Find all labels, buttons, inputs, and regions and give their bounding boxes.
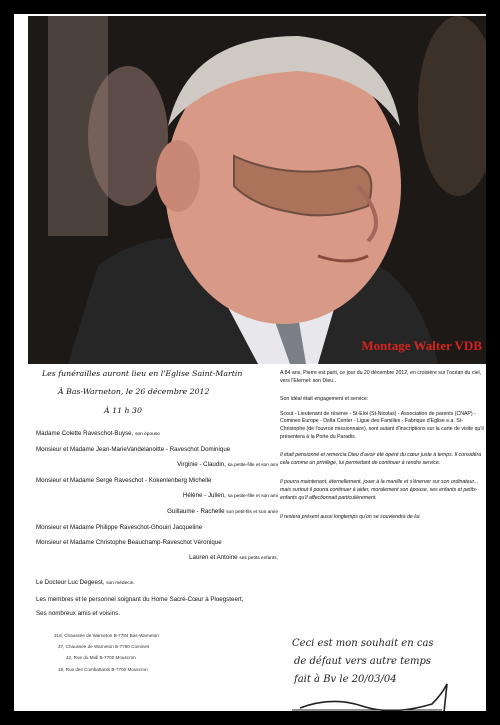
family-line: Monsieur et Madame Philippe Raveschot-Ghouiri Jacqueline xyxy=(36,524,203,531)
funeral-date: À Bas-Warneton, le 26 décembre 2012 xyxy=(58,387,210,396)
family-line: Monsieur et Madame Serge Raveschot - Kokenlenberg Michelle xyxy=(36,477,212,484)
left-column xyxy=(36,366,278,675)
tribute-paragraph: Son idéal était engagement et service: xyxy=(280,396,369,403)
signature-mark xyxy=(300,684,447,711)
family-line: Virginie - Claudin, sa petite-fille et son ami xyxy=(177,461,278,468)
address-line: 42, Rue du Midi B-7700 Mouscron xyxy=(66,655,136,661)
handwritten-line: de défaut vers autre temps xyxy=(294,656,432,667)
funeral-place: Les funérailles auront lieu en l'Eglise Saint-Martin xyxy=(42,369,243,378)
handwritten-line: fait à Bv le 20/03/04 xyxy=(294,674,397,685)
address-line: 19, Rue des Combattants B-7700 Mouscron xyxy=(58,666,148,672)
photo-watermark: Montage Walter VDB xyxy=(361,338,482,353)
family-line: Madame Colette Raveschot-Buyse, son épouse xyxy=(36,430,160,437)
handwritten-line: Ceci est mon souhait en cas xyxy=(292,638,434,649)
family-line: Monsieur et Madame Jean-MarieVandelanoitte - Raveschot Dominique xyxy=(36,446,231,453)
obituary-card xyxy=(14,14,486,711)
doctor-line: Le Docteur Luc Degeest, son médecin. xyxy=(36,579,135,586)
tribute-paragraph: Scout - Lieutenant de réserve - St-Eloi (St-Nicolas) - Association de parents (CNAP) - Comines Europe - Delta Center - Ligue des Familles - Fabrique d'Eglise e.a. St-Christophe (de l'ouvroir missionnaire), sont autant d'inscriptions sur la carte de visite qu'il présentera à la Porte du Paradis. xyxy=(280,410,484,440)
portrait-illustration xyxy=(28,16,486,364)
tribute-paragraph: Il était pensionné et remercia Dieu d'avoir été opéré du cœur juste à temps. Il considéra cela comme un privilège, lui permettant de continuer à rendre service. xyxy=(280,452,482,466)
friends-line: Ses nombreux amis et voisins. xyxy=(36,610,120,617)
tribute-paragraph: Il restera présent aussi longtemps qu'on se souviendra de lui. xyxy=(280,514,421,521)
tribute-paragraph: A 84 ans, Pierre est parti, ce jour du 20 décembre 2012, en croisière sur l'océan du ciel, vers l'Eternel: son Dieu.. xyxy=(280,370,482,384)
address-line: 316, Chaussée de Warneton B-7784 Bas-Warneton xyxy=(54,633,159,638)
portrait-photo xyxy=(28,16,486,364)
address-list xyxy=(36,630,278,675)
right-column xyxy=(280,366,484,522)
care-staff-line: Les membres et le personnel soignant du Home Sacré-Cœur à Ploegsteert, xyxy=(36,596,244,603)
funeral-time: À 11 h 30 xyxy=(104,406,142,415)
handwritten-note xyxy=(282,624,482,711)
tribute-paragraph: Il pourra maintenant, éternellement, jouer à la manille et s'énerver sur son ordinateur... mais surtout il pourra continuer à aider, moralement son épouse, ses enfants et petits-enfants qu'il affectionnait particulièrement. xyxy=(280,479,479,501)
family-line: Lauren et Antoine ses petits enfants, xyxy=(189,554,278,561)
family-line: Guillaume - Rachelle son petit-fils et son amie xyxy=(167,508,278,515)
address-line: 37, Chaussée de Warneton B-7780 Comines xyxy=(58,644,150,650)
family-line: Hélène - Julien, sa petite-fille et son ami xyxy=(182,492,278,499)
family-list xyxy=(36,429,278,563)
family-line: Monsieur et Madame Christophe Beauchamp-Raveschot Véronique xyxy=(36,539,222,546)
